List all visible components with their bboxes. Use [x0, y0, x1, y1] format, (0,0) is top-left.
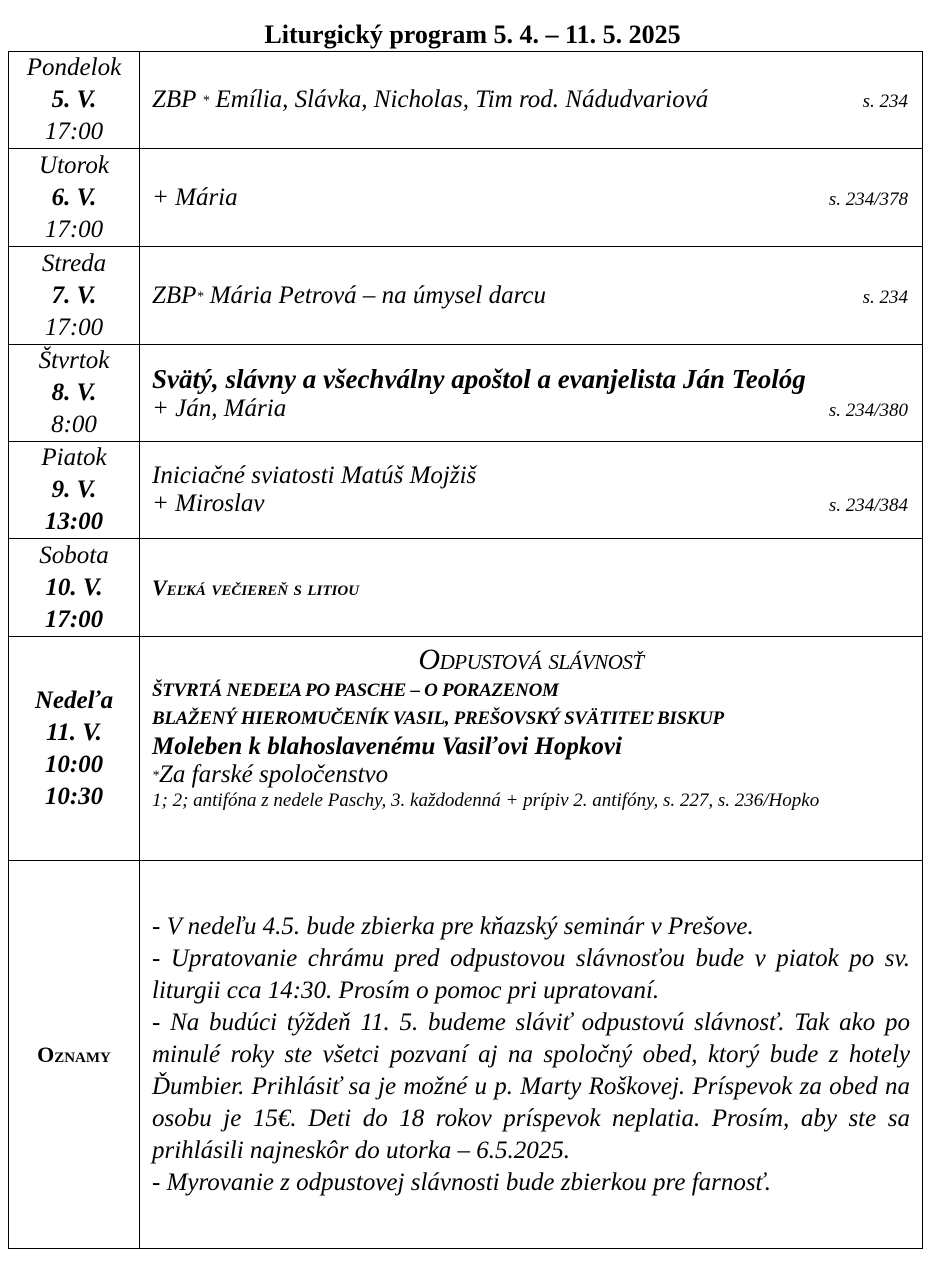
moleben-title: Moleben k blahoslavenému Vasiľovi Hopkovi	[152, 733, 622, 760]
day-date: 9. V.	[51, 476, 97, 503]
oznamy-label-cell	[9, 861, 140, 1249]
content-cell	[140, 539, 923, 637]
day-cell	[9, 247, 140, 345]
oznamy-label: Oznamy	[37, 1041, 111, 1067]
sunday-title: ŠTVRTÁ NEDEĽA PO PASCHE – O PORAZENOM	[152, 680, 559, 701]
table-row	[9, 149, 923, 247]
day-time-2: 10:30	[44, 782, 104, 810]
day-cell	[9, 539, 140, 637]
day-time: 17:00	[44, 215, 104, 243]
page-ref: s. 234	[862, 286, 908, 308]
intention-line	[152, 86, 910, 114]
day-cell	[9, 442, 140, 539]
feast-title: Svätý, slávny a všechválny apoštol a evanjelista Ján Teológ	[152, 363, 806, 394]
intention-line	[152, 395, 910, 423]
intention: + Ján, Mária	[152, 394, 287, 422]
intention-line	[152, 761, 910, 789]
table-row	[9, 861, 923, 1249]
intention-line	[152, 490, 910, 518]
content-cell	[140, 247, 923, 345]
antiphon-note: 1; 2; antifóna z nedele Paschy, 3. každodenná + prípiv 2. antifóny, s. 227, s. 236/Hopko	[152, 790, 820, 811]
intention: Za farské spoločenstvo	[159, 761, 389, 788]
intention: + Mária	[152, 183, 238, 211]
intention: Mária Petrová – na úmysel darcu	[203, 281, 546, 309]
table-row	[9, 52, 923, 149]
day-cell	[9, 52, 140, 149]
table-row	[9, 539, 923, 637]
day-date: 5. V.	[51, 86, 97, 113]
intention-line	[152, 184, 910, 212]
table-row	[9, 345, 923, 442]
oznamy-content-cell	[140, 861, 923, 1249]
page-ref: s. 234/380	[828, 399, 908, 421]
day-time: 13:00	[44, 508, 104, 535]
day-name: Pondelok	[26, 54, 122, 81]
feast-heading: Odpustová slávnosť	[418, 643, 644, 676]
day-name: Sobota	[39, 541, 109, 569]
day-name: Utorok	[39, 151, 109, 179]
content-cell	[140, 442, 923, 539]
day-time: 10:00	[44, 750, 104, 778]
table-row	[9, 637, 923, 861]
intention: + Miroslav	[152, 490, 265, 517]
day-name: Streda	[41, 249, 107, 277]
page-ref: s. 234/378	[828, 188, 908, 210]
day-cell	[9, 345, 140, 442]
table-row	[9, 442, 923, 539]
zbp-label: ZBP	[152, 86, 196, 113]
day-name: Štvrtok	[38, 347, 110, 374]
announcement: - Na budúci týždeň 11. 5. budeme sláviť odpustovú slávnosť. Tak ako po minulé roky ste všetci pozvaní aj na spoločný obed, ktorý bude z hotely Ďumbier. Prihlásiť sa je možné u p. Marty Roškovej. Príspevok za obed na osobu je 15€. Deti do 18 rokov príspevok neplatia. Prosím, aby ste sa prihlásili najneskôr do utorka – 6.5.2025.	[152, 1008, 910, 1164]
table-row	[9, 247, 923, 345]
day-time: 17:00	[44, 118, 104, 145]
day-time: 8:00	[51, 411, 97, 438]
saint-title: BLAŽENÝ HIEROMUČENÍK VASIL, PREŠOVSKÝ SVÄTITEĽ BISKUP	[152, 708, 724, 729]
day-name: Nedeľa	[34, 686, 114, 714]
page-ref: s. 234	[862, 91, 908, 112]
day-date: 8. V.	[51, 379, 97, 406]
day-time: 17:00	[44, 313, 104, 341]
content-cell	[140, 345, 923, 442]
day-date: 7. V.	[51, 281, 97, 309]
sacrament-line: Iniciačné sviatosti Matúš Mojžiš	[152, 462, 477, 489]
day-time: 17:00	[44, 605, 104, 633]
vecieren-label: Veľká večiereň s litiou	[152, 574, 360, 600]
intention: Emília, Slávka, Nicholas, Tim rod. Nádudvariová	[209, 86, 709, 113]
day-date: 11. V.	[46, 718, 102, 746]
day-cell	[9, 149, 140, 247]
intention-line	[152, 282, 910, 310]
announcement: - V nedeľu 4.5. bude zbierka pre kňazský seminár v Prešove.	[152, 912, 754, 940]
announcement: - Myrovanie z odpustovej slávnosti bude zbierkou pre farnosť.	[152, 1168, 771, 1196]
content-cell	[140, 52, 923, 149]
day-date: 6. V.	[51, 183, 97, 211]
page-title: Liturgický program 5. 4. – 11. 5. 2025	[264, 20, 681, 49]
day-cell	[9, 637, 140, 861]
day-name: Piatok	[41, 444, 107, 471]
day-date: 10. V.	[45, 573, 103, 601]
zbp-label: ZBP	[152, 281, 197, 309]
page-ref: s. 234/384	[828, 495, 908, 516]
star-icon: *	[202, 93, 210, 109]
content-cell	[140, 149, 923, 247]
star-icon: *	[196, 288, 204, 304]
program-table	[8, 51, 923, 1249]
star-icon: *	[152, 768, 159, 784]
content-cell	[140, 637, 923, 861]
announcement: - Upratovanie chrámu pred odpustovou slávnosťou bude v piatok po sv. liturgii cca 14:30. Prosím o pomoc pri upratovaní.	[152, 944, 910, 1004]
